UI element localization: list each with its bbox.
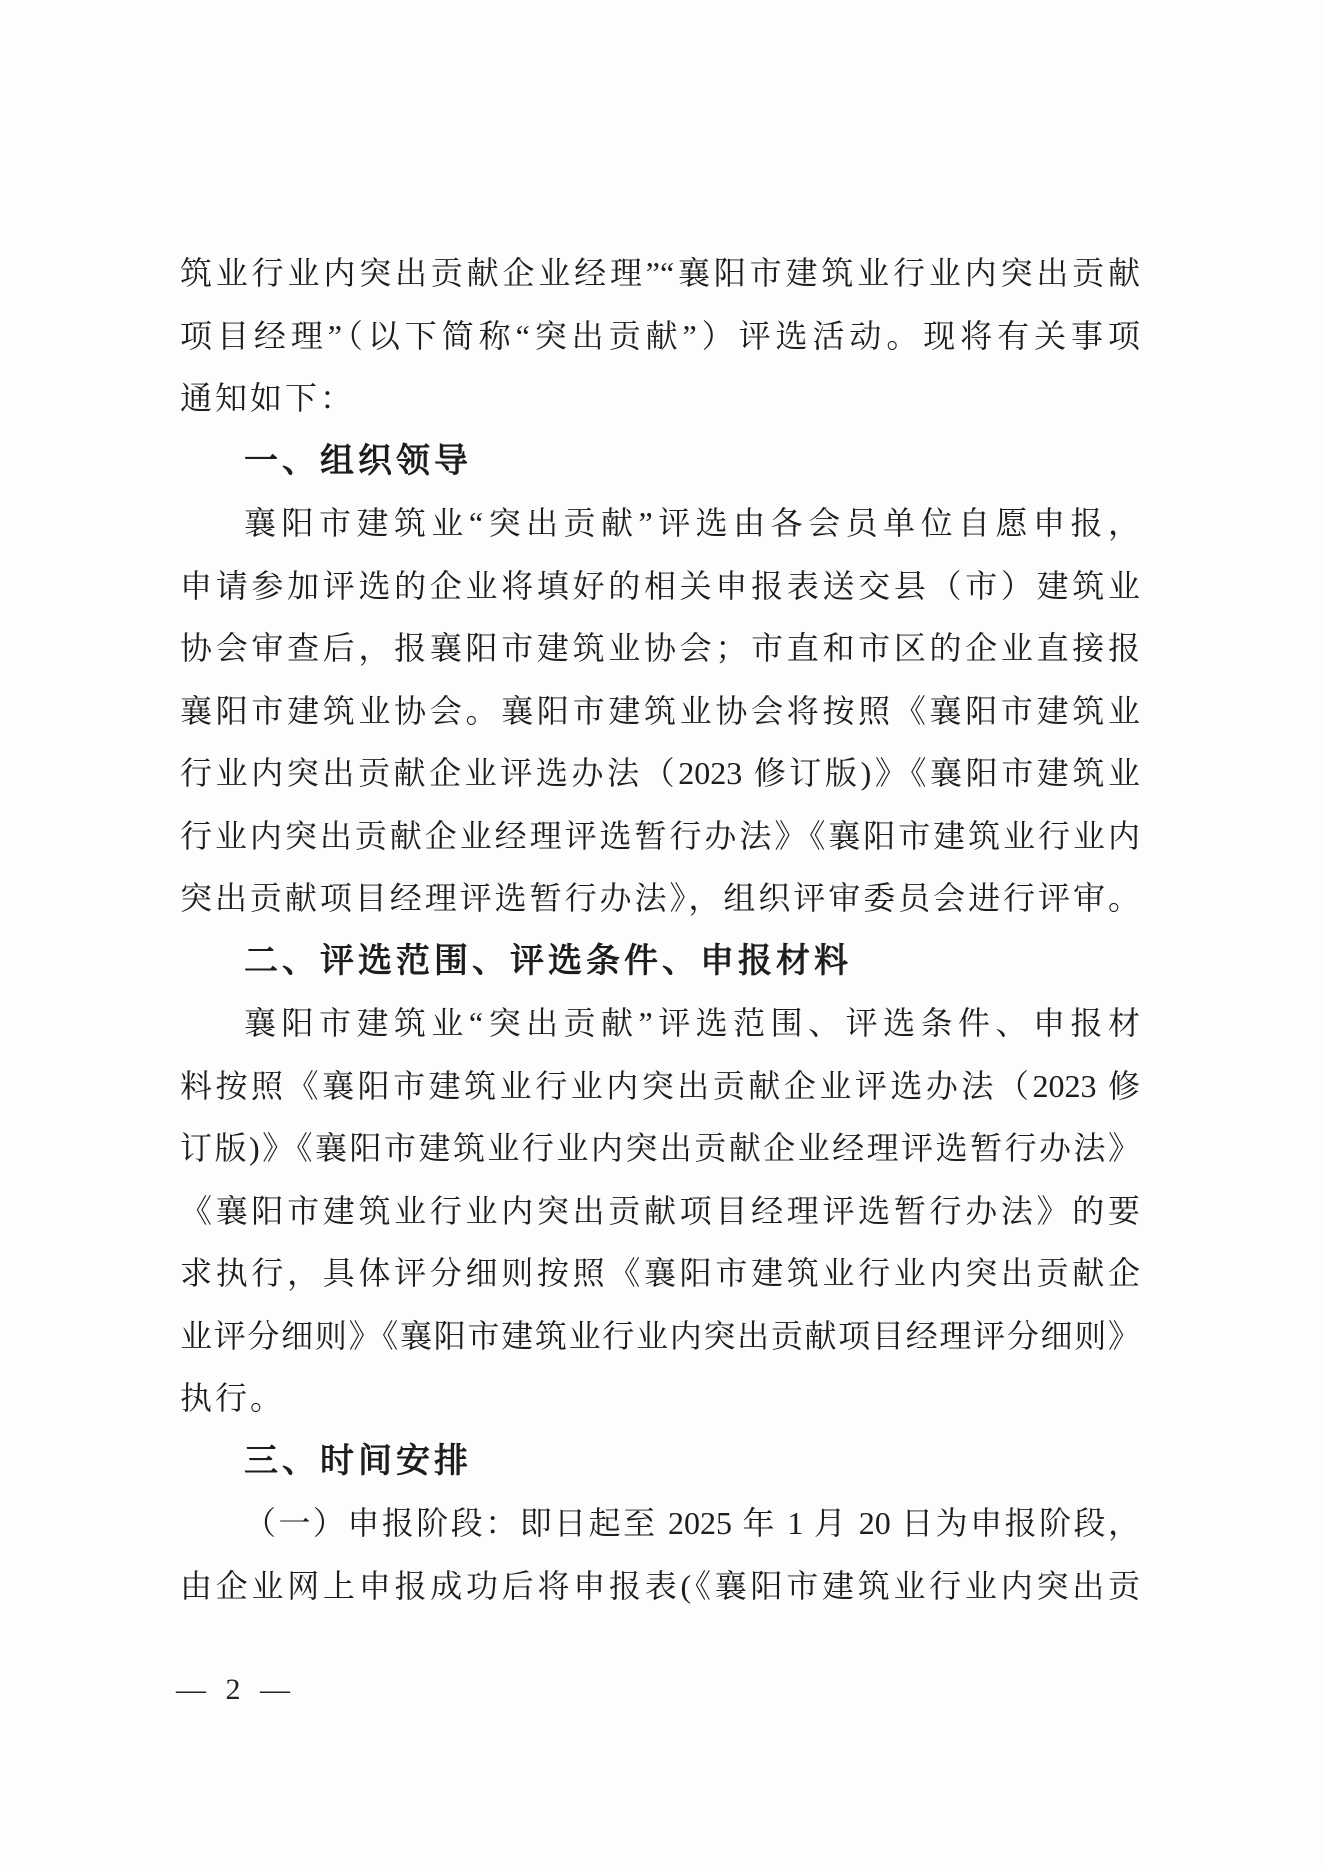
text-line: 协会审查后，报襄阳市建筑业协会；市直和市区的企业直接报 (180, 630, 1140, 666)
text-line: 通知如下： (180, 380, 356, 416)
section-heading: 三、时间安排 (244, 1441, 472, 1480)
text-line: 行业内突出贡献企业经理评选暂行办法》《襄阳市建筑业行业内 (180, 817, 1140, 854)
text-line: 由企业网上申报成功后将申报表(《襄阳市建筑业行业内突出贡 (180, 1567, 1140, 1604)
text-line: 筑业行业内突出贡献企业经理”“襄阳市建筑业行业内突出贡献 (180, 255, 1140, 291)
page-number: — 2 — (176, 1673, 296, 1706)
text-line: 业评分细则》《襄阳市建筑业行业内突出贡献项目经理评分细则》 (180, 1317, 1140, 1354)
text-line: 行业内突出贡献企业评选办法（2023 修订版)》《襄阳市建筑业 (180, 755, 1140, 791)
text-line: 襄阳市建筑业“突出贡献”评选范围、评选条件、申报材 (244, 1005, 1140, 1041)
text-line: 突出贡献项目经理评选暂行办法》，组织评审委员会进行评审。 (180, 880, 1140, 916)
text-line: 料按照《襄阳市建筑业行业内突出贡献企业评选办法（2023 修 (180, 1067, 1140, 1104)
text-line: 襄阳市建筑业“突出贡献”评选由各会员单位自愿申报， (244, 505, 1140, 541)
section-heading: 二、评选范围、评选条件、申报材料 (244, 941, 852, 980)
document-text-block (180, 242, 1140, 1617)
text-line: 申请参加评选的企业将填好的相关申报表送交县（市）建筑业 (180, 567, 1140, 604)
text-line: 《襄阳市建筑业行业内突出贡献项目经理评选暂行办法》的要 (180, 1192, 1140, 1229)
section-heading: 一、组织领导 (244, 441, 472, 480)
text-line: 订版)》《襄阳市建筑业行业内突出贡献企业经理评选暂行办法》 (180, 1130, 1140, 1166)
text-line: 执行。 (180, 1380, 286, 1416)
text-line: 襄阳市建筑业协会。襄阳市建筑业协会将按照《襄阳市建筑业 (180, 692, 1140, 729)
text-line: 求执行，具体评分细则按照《襄阳市建筑业行业内突出贡献企 (180, 1255, 1140, 1291)
text-line: 项目经理”（以下简称“突出贡献”）评选活动。现将有关事项 (180, 317, 1140, 354)
text-line: （一）申报阶段：即日起至 2025 年 1 月 20 日为申报阶段， (244, 1505, 1140, 1541)
